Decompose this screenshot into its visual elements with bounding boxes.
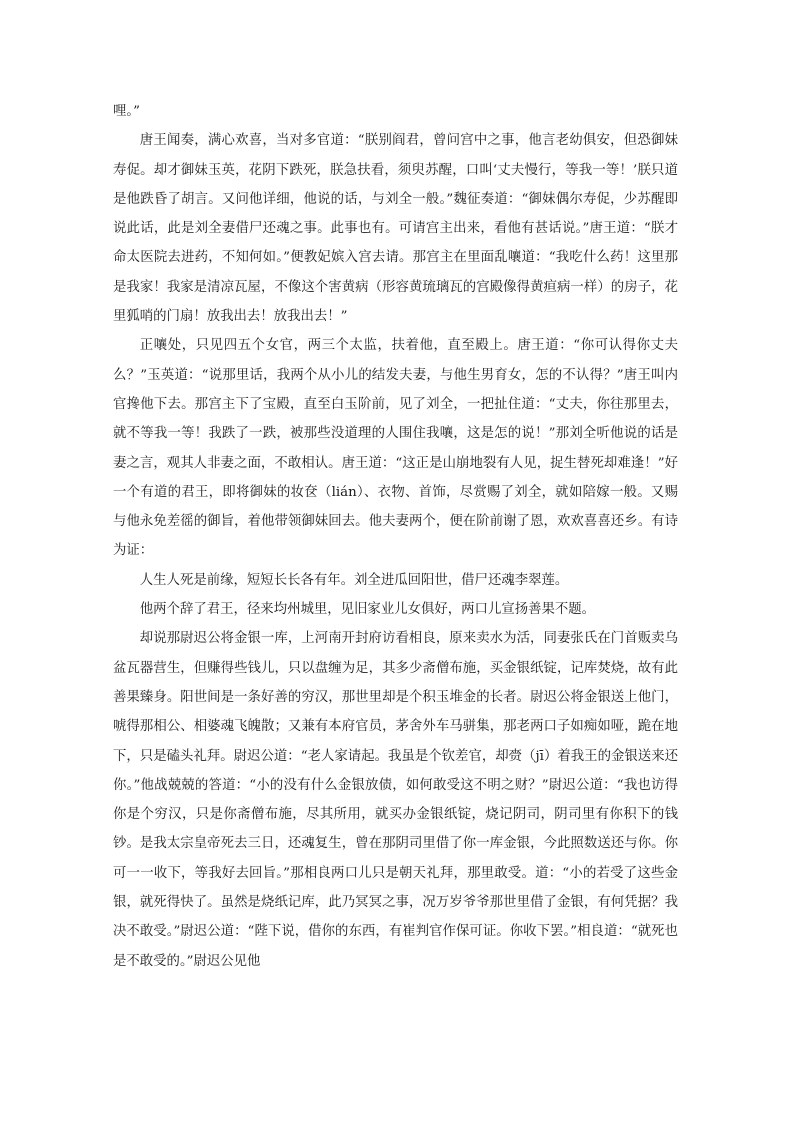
paragraph: 正嚷处，只见四五个女官，两三个太监，扶着他，直至殿上。唐王道：“你可认得你丈夫么？”玉英道：“说那里话，我两个从小儿的结发夫妻，与他生男育女，怎的不认得？”唐王叫内官搀他下去。那宫主下了宝殿，直至白玉阶前，见了刘全，一把扯住道：“丈夫，你往那里去，就不等我一等！我跌了一跌，被那些没道理的人围住我嚷，这是怎的说！”那刘全听他说的话是妻之言，观其人非妻之面，不敢相认。唐王道：“这正是山崩地裂有人见，捉生替死却难逢！”好一个有道的君王，即将御妹的妆奁（lián）、衣物、首饰，尽赏赐了刘全，就如陪嫁一般。又赐与他永免差徭的御旨，着他带领御妹回去。他夫妻两个，便在阶前谢了恩，欢欢喜喜还乡。有诗为证： <box>113 338 678 559</box>
poem-line: 人生人死是前缘，短短长长各有年。刘全进瓜回阳世，借尸还魂李翠莲。 <box>139 572 569 588</box>
document-body <box>113 97 678 976</box>
paragraph: 他两个辞了君王，径来均州城里，见旧家业儿女俱好，两口儿宣扬善果不题。 <box>139 602 596 618</box>
paragraph: 却说那尉迟公将金银一库，上河南开封府访看相良，原来卖水为活，同妻张氏在门首贩卖乌盆瓦器营生，但赚得些钱儿，只以盘缠为足，其多少斋僧布施，买金银纸锭，记库焚烧，故有此善果臻身。阳世间是一条好善的穷汉，那世里却是个积玉堆金的长者。尉迟公将金银送上他门，唬得那相公、相婆魂飞魄散；又兼有本府官员，茅舍外车马骈集，那老两口子如痴如哑，跪在地下，只是磕头礼拜。尉迟公道：“老人家请起。我虽是个钦差官，却赍（jī）着我王的金银送来还你。”他战兢兢的答道：“小的没有什么金银放债，如何敢受这不明之财？”尉迟公道：“我也访得你是个穷汉，只是你斋僧布施，尽其所用，就买办金银纸锭，烧记阴司，阴司里有你积下的钱钞。是我太宗皇帝死去三日，还魂复生，曾在那阴司里借了你一库金银，今此照数送还与你。你可一一收下，等我好去回旨。”那相良两口儿只是朝天礼拜，那里敢受。道：“小的若受了这些金银，就死得快了。虽然是烧纸记库，此乃冥冥之事，况万岁爷爷那世里借了金银，有何凭据？我决不敢受。”尉迟公道：“陛下说，借你的东西，有崔判官作保可证。你收下罢。”相良道：“就死也是不敢受的。”尉迟公见他 <box>113 631 678 969</box>
paragraph: 唐王闻奏，满心欢喜，当对多官道：“朕别阎君，曾问宫中之事，他言老幼俱安，但恐御妹寿促。却才御妹玉英，花阴下跌死，朕急扶看，须臾苏醒，口叫‘丈夫慢行，等我一等！’朕只道是他跌昏了胡言。又问他详细，他说的话，与刘全一般。”魏征奏道：“御妹偶尔寿促，少苏醒即说此话，此是刘全妻借尸还魂之事。此事也有。可请宫主出来，看他有甚话说。”唐王道：“朕才命太医院去进药，不知何如。”便教妃嫔入宫去请。那宫主在里面乱嚷道：“我吃什么药！这里那是我家！我家是清凉瓦屋，不像这个害黄病（形容黄琉璃瓦的宫殿像得黄疸病一样）的房子，花里狐哨的门扇！放我出去！放我出去！” <box>113 133 678 325</box>
paragraph: 哩。” <box>113 104 140 119</box>
